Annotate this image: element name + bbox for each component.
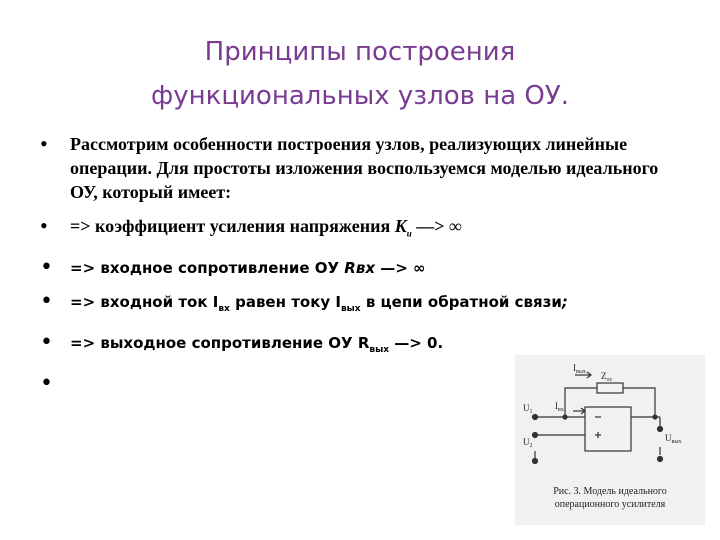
bullet-item-intro [40, 132, 680, 204]
figure-caption [515, 485, 705, 511]
feedback-impedance [597, 383, 623, 393]
output-terminal [658, 427, 663, 432]
rin-symbol: Rвх [344, 258, 375, 277]
title-line-2: функциональных узлов на ОУ. [151, 81, 569, 111]
bullet-text: => коэффициент усиления напряжения [70, 216, 395, 236]
bullet-text-tail: —> 0. [389, 333, 444, 352]
uout-label: $U_{вых}$ [665, 433, 682, 445]
iout-subscript: вых [340, 303, 361, 314]
bullet-text-mid: равен току I [229, 292, 341, 311]
input-terminal-2 [533, 433, 538, 438]
gain-subscript: u [406, 228, 412, 239]
bullet-dot: • [40, 370, 53, 396]
op-amp-figure [515, 355, 705, 525]
bullet-dot: • [40, 288, 53, 314]
iin-subscript: вх [218, 303, 230, 314]
zos-label: $Z_{ос}$ [601, 371, 613, 383]
input-ground-terminal [533, 459, 538, 464]
bullet-text-tail: в цепи обратной связи [360, 292, 562, 311]
semicolon: ; [561, 292, 568, 311]
bullet-text-tail: —> ∞ [375, 258, 426, 277]
bullet-text: => входной ток I [70, 292, 219, 311]
bullet-item-gain [40, 214, 680, 246]
bullet-item-input-current [40, 290, 680, 321]
bullet-dot: • [40, 329, 53, 355]
bullet-text: Рассмотрим особенности построения узлов, реализующих линейные операции. Для простоты изложения воспользуемся моделью идеального ОУ, который имеет: [70, 134, 659, 202]
bullet-text: => входное сопротивление ОУ [70, 258, 345, 277]
slide-title [60, 30, 660, 118]
iout-label: $I_{вых}$ [573, 363, 586, 375]
bullet-item-input-resistance [40, 256, 680, 280]
caption-line-1: Рис. 3. Модель идеального [553, 486, 667, 497]
output-node [653, 415, 657, 419]
rout-subscript: вых [369, 344, 390, 355]
iin-label: $I_{вх}$ [555, 401, 564, 413]
bullet-text: => выходное сопротивление ОУ R [70, 333, 370, 352]
ground-terminal [658, 457, 663, 462]
bullet-text-tail: —> ∞ [411, 216, 462, 236]
junction-node [563, 415, 567, 419]
gain-symbol: K [394, 216, 407, 236]
u1-label: $U_1$ [523, 403, 533, 415]
bullet-dot: • [40, 254, 53, 280]
op-amp-body [585, 407, 631, 451]
input-terminal-1 [533, 415, 538, 420]
caption-line-2: операционного усилителя [554, 499, 666, 510]
op-amp-schematic [515, 355, 705, 483]
bullet-dot: • [40, 213, 48, 238]
title-line-1: Принципы построения [204, 37, 516, 67]
bullet-dot: • [40, 131, 48, 156]
u2-label: $U_2$ [523, 437, 533, 449]
